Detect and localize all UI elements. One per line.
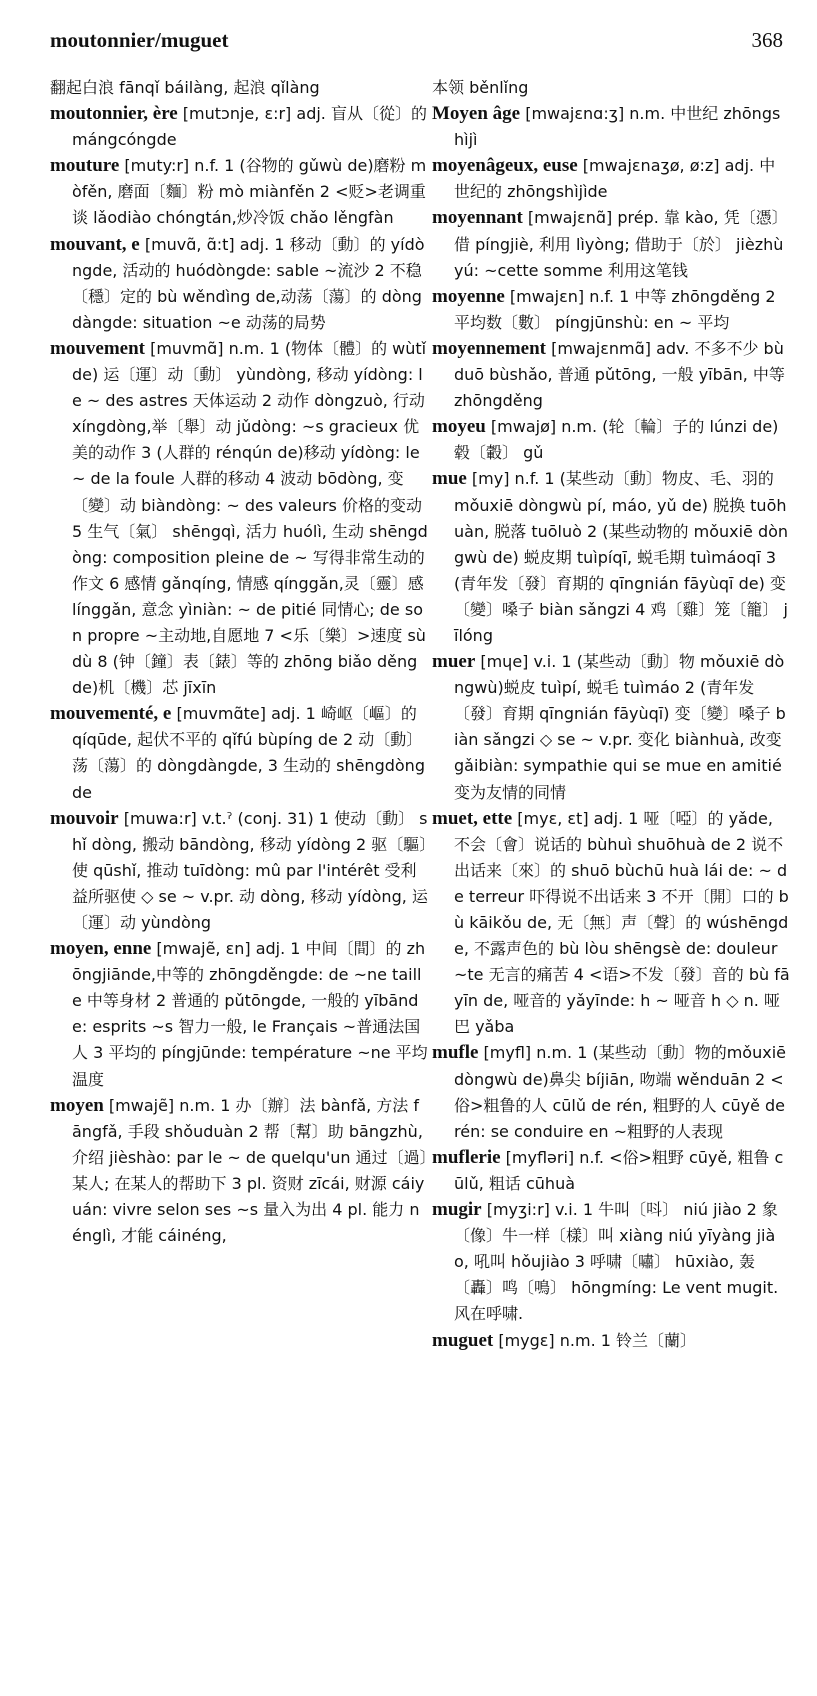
entry-definition: [muvmɑ̃] n.m. 1 (物体〔體〕的 wùtǐ de) 运〔運〕动〔動〕 yùndòng, 移动 yídòng: le ~ des astres 天体运动 2 动作 dòngzuò, 行动 xíngdòng,举〔舉〕动 jǔdòng: ~s gracieux 优美的动作 3 (人群的 rénqún de)移动 yídòng: le ~ de la foule 人群的移动 4 波动 bōdòng, 变〔變〕动 biàndòng: ~ des valeurs 价格的变动 5 生气〔氣〕 shēngqì, 活力 huólì, 生动 shēngdòng: composition pleine de ~ 写得非常生动的作文 6 感情 gǎnqíng, 情感 qínggǎn,灵〔靈〕感 línggǎn, 意念 yìniàn: ~ de pitié 同情心; de son propre ~主动地,自愿地 7 <乐〔樂〕>速度 sùdù 8 (钟〔鐘〕表〔錶〕等的 zhōng biǎo děng de)机〔機〕芯 jīxīn bbox=[72, 338, 428, 698]
entry-definition: [mwajɛnmɑ̃] adv. 不多不少 bùduō bùshǎo, 普通 pǔtōng, 一般 yībān, 中等 zhōngděng bbox=[454, 338, 785, 411]
page-number: 368 bbox=[751, 28, 783, 52]
entry-definition: 本领 běnlǐng bbox=[432, 78, 529, 97]
right-column bbox=[432, 75, 790, 1354]
dictionary-entry bbox=[50, 806, 428, 936]
dictionary-entry bbox=[50, 336, 428, 701]
entry-headword: muguet bbox=[432, 1329, 494, 1351]
dictionary-entry bbox=[432, 153, 790, 205]
entry-headword: moyennant bbox=[432, 207, 523, 229]
dictionary-entry bbox=[432, 205, 790, 283]
entry-headword: mufle bbox=[432, 1042, 479, 1064]
entry-definition: [myɛ, ɛt] adj. 1 哑〔啞〕的 yǎde, 不会〔會〕说话的 bùhuì shuōhuà de 2 说不出话来〔來〕的 shuō bùchū huà lái de: ~ de terreur 吓得说不出话来 3 不开〔開〕口的 bù kāikǒu de, 无〔無〕声〔聲〕的 wúshēngde, 不露声色的 bù lòu shēngsè de: douleur ~te 无言的痛苦 4 <语>不发〔發〕音的 bù fāyīn de, 哑音的 yǎyīnde: h ~ 哑音 h ◇ n. 哑巴 yǎba bbox=[454, 808, 790, 1037]
entry-definition: [muwa:r] v.t.ˀ (conj. 31) 1 使动〔動〕 shǐ dòng, 搬动 bāndòng, 移动 yídòng 2 驱〔驅〕使 qūshǐ, 推动 tuīdòng: mû par l'intérêt 受利益所驱使 ◇ se ~ v.pr. 动 dòng, 移动 yídòng, 运〔運〕动 yùndòng bbox=[72, 808, 428, 932]
entry-definition: [mwajẽ] n.m. 1 办〔辦〕法 bànfǎ, 方法 fāngfǎ, 手段 shǒuduàn 2 帮〔幫〕助 bāngzhù, 介绍 jièshào: par le ~ de quelqu'un 通过〔過〕某人; 在某人的帮助下 3 pl. 资财 zīcái, 财源 cáiyuán: vivre selon ses ~s 量入为出 4 pl. 能力 nénglì, 才能 cáinéng, bbox=[72, 1095, 428, 1246]
dictionary-entry bbox=[432, 284, 790, 336]
entry-headword: mouture bbox=[50, 155, 120, 177]
dictionary-entry bbox=[432, 1328, 790, 1354]
dictionary-entry bbox=[50, 232, 428, 336]
entry-headword: moyen, enne bbox=[50, 938, 152, 960]
entry-headword: mue bbox=[432, 468, 467, 490]
entry-headword: muer bbox=[432, 651, 476, 673]
entry-headword: moyen bbox=[50, 1094, 104, 1116]
entry-definition: [mwajɛnaʒø, ø:z] adj. 中世纪的 zhōngshìjìde bbox=[454, 156, 776, 202]
entry-definition: [muty:r] n.f. 1 (谷物的 gǔwù de)磨粉 mòfěn, 磨面〔麵〕粉 mò miànfěn 2 <贬>老调重谈 lǎodiào chóngtán,炒冷饭 chǎo lěngfàn bbox=[72, 156, 427, 228]
dictionary-entry bbox=[50, 75, 428, 101]
entry-definition: [my] n.f. 1 (某些动〔動〕物皮、毛、羽的 mǒuxiē dòngwù pí, máo, yǔ de) 脱换 tuōhuàn, 脱落 tuōluò 2 (某些动物的 mǒuxiē dòngwù de) 蜕皮期 tuìpíqī, 蜕毛期 tuìmáoqī 3 (青年发〔發〕育期的 qīngnián fāyùqī de) 变〔變〕嗓子 biàn sǎngzi 4 鸡〔雞〕笼〔籠〕 jīlóng bbox=[454, 469, 789, 645]
entry-headword: moyenne bbox=[432, 285, 505, 307]
entry-definition: [myʒi:r] v.i. 1 牛叫〔呌〕 niú jiào 2 象〔像〕牛一样〔樣〕叫 xiàng niú yīyàng jiào, 吼叫 hǒujiào 3 呼啸〔嘯〕 hūxiào, 轰〔轟〕鸣〔鳴〕 hōngmíng: Le vent mugit. 风在呼啸. bbox=[454, 1200, 779, 1324]
entry-definition: [myfl] n.m. 1 (某些动〔動〕物的mǒuxiē dòngwù de)鼻尖 bíjiān, 吻端 wěnduān 2 <俗>粗鲁的人 cūlǔ de rén, 粗野的人 cūyě de rén: se conduire en ~粗野的人表现 bbox=[454, 1043, 786, 1141]
dictionary-entry bbox=[432, 806, 790, 1041]
dictionary-entry bbox=[432, 1145, 790, 1197]
entry-definition: [myflǝri] n.f. <俗>粗野 cūyě, 粗鲁 cūlǔ, 粗话 cūhuà bbox=[454, 1147, 784, 1193]
dictionary-entry bbox=[432, 101, 790, 153]
entry-headword: moyenâgeux, euse bbox=[432, 155, 578, 177]
entry-definition: [mutɔnje, ɛ:r] adj. 盲从〔從〕的 mángcóngde bbox=[72, 104, 427, 150]
entry-headword: moyeu bbox=[432, 416, 486, 438]
entry-definition: [mwajẽ, ɛn] adj. 1 中间〔間〕的 zhōngjiānde,中等的 zhōngděngde: de ~ne taille 中等身材 2 普通的 pǔtōngde, 一般的 yībānde: esprits ~s 智力一般, le Français ~普通法国人 3 平均的 píngjūnde: température ~ne 平均温度 bbox=[72, 939, 428, 1089]
left-column bbox=[50, 75, 428, 1249]
entry-headword: mouvoir bbox=[50, 807, 119, 829]
dictionary-entry bbox=[50, 153, 428, 231]
dictionary-entry bbox=[432, 466, 790, 649]
entry-definition: [mwajɛnɑ̃] prép. 靠 kào, 凭〔憑〕借 píngjiè, 利用 lìyòng; 借助于〔於〕 jièzhùyú: ~cette somme 利用这笔钱 bbox=[454, 208, 788, 280]
entry-definition: [muvɑ̃, ɑ̃:t] adj. 1 移动〔動〕的 yídòngde, 活动的 huódòngde: sable ~流沙 2 不稳〔穩〕定的 bù wěndìng de,动荡〔蕩〕的 dòngdàngde: situation ~e 动荡的局势 bbox=[72, 234, 425, 332]
entry-definition: 翻起白浪 fānqǐ báilàng, 起浪 qǐlàng bbox=[50, 78, 320, 97]
dictionary-entry bbox=[50, 701, 428, 805]
dictionary-entry bbox=[50, 1093, 428, 1250]
entry-headword: moutonnier, ère bbox=[50, 103, 178, 125]
entry-headword: Moyen âge bbox=[432, 103, 521, 125]
dictionary-entry bbox=[432, 414, 790, 466]
dictionary-entry bbox=[432, 1197, 790, 1327]
entry-definition: [muvmɑ̃te] adj. 1 崎岖〔嶇〕的 qíqūde, 起伏不平的 qǐfú bùpíng de 2 动〔動〕荡〔蕩〕的 dòngdàngde, 3 生动的 shēngdòngde bbox=[72, 704, 425, 802]
entry-definition: [mwajɛnɑ:ʒ] n.m. 中世纪 zhōngshìjì bbox=[454, 104, 781, 150]
dictionary-entry bbox=[432, 649, 790, 806]
dictionary-entry bbox=[50, 936, 428, 1093]
dictionary-entry bbox=[432, 1040, 790, 1144]
entry-headword: muet, ette bbox=[432, 807, 513, 829]
page-header bbox=[50, 28, 783, 58]
dictionary-entry bbox=[432, 75, 790, 101]
entry-headword: mouvement bbox=[50, 337, 145, 359]
entry-definition: [mɥe] v.i. 1 (某些动〔動〕物 mǒuxiē dòngwù)蜕皮 tuìpí, 蜕毛 tuìmáo 2 (青年发〔發〕育期 qīngnián fāyùqī) 变〔變〕嗓子 biàn sǎngzi ◇ se ~ v.pr. 变化 biànhuà, 改变 gǎibiàn: sympathie qui se mue en amitié 变为友情的同情 bbox=[454, 652, 786, 802]
entry-headword: mouvementé, e bbox=[50, 703, 172, 725]
entry-headword: moyennement bbox=[432, 337, 546, 359]
dictionary-entry bbox=[432, 336, 790, 414]
entry-headword: mugir bbox=[432, 1199, 482, 1221]
entry-definition: [mygɛ] n.m. 1 铃兰〔蘭〕 bbox=[493, 1330, 697, 1350]
entry-definition: [mwajø] n.m. (轮〔輪〕子的 lúnzi de) 毂〔轂〕 gǔ bbox=[454, 417, 779, 463]
guide-words: moutonnier/muguet bbox=[50, 28, 229, 52]
dictionary-entry bbox=[50, 101, 428, 153]
entry-headword: mouvant, e bbox=[50, 233, 140, 255]
entry-definition: [mwajɛn] n.f. 1 中等 zhōngděng 2 平均数〔數〕 píngjūnshù: en ~ 平均 bbox=[454, 286, 776, 332]
entry-headword: muflerie bbox=[432, 1146, 501, 1168]
